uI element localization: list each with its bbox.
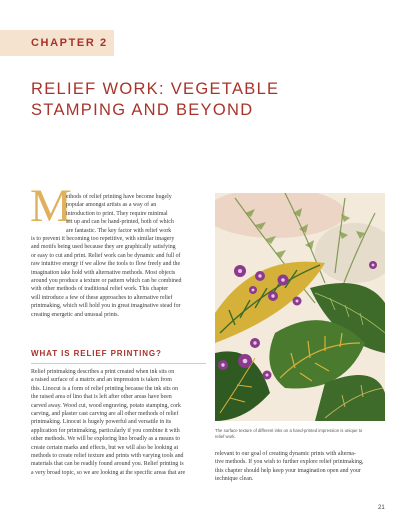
section-line: materials that can be readily found around you. Relief printing is	[31, 461, 184, 468]
intro-line: and motifs being used because they are graphically satisfying	[31, 244, 176, 251]
section-line: carved away. Wood cut, wood engraving, potato stamping, cork	[31, 402, 181, 409]
intro-line: popular amongst artists as a way of an	[66, 202, 157, 209]
caption-line-1: The surface texture of different inks on a hand-printed impression is unique to	[215, 428, 363, 433]
intro-line: creating energetic and unusual prints.	[31, 311, 120, 318]
title-line-2: STAMPING AND BEYOND	[31, 101, 254, 119]
figure-caption	[215, 428, 385, 440]
section-line: methods to create relief texture and prints with varying tools and	[31, 453, 184, 460]
intro-line: introduction to print. They require minimal	[66, 210, 168, 217]
section-line: other methods. We will be exploring lino broadly as a means to	[31, 436, 180, 443]
section-line: application for printmaking, particularly if you combine it with	[31, 427, 180, 434]
section-paragraph	[31, 368, 206, 477]
continued-paragraph	[215, 450, 387, 484]
relief-print-photo	[215, 193, 385, 421]
intro-line: around you produce a texture or pattern which can be combined	[31, 278, 182, 285]
section-line: this. Linocut is a form of relief printing because the ink sits on	[31, 385, 179, 392]
continued-line: technique clean.	[215, 476, 254, 483]
intro-line: is to prevent it becoming too repetitive, with similar imagery	[31, 236, 175, 243]
intro-line: or easy to cut and print. Relief work can be dynamic and full of	[31, 252, 181, 259]
chapter-label: CHAPTER 2	[31, 37, 108, 49]
section-line: create certain marks and effects, but we will also be looking at	[31, 444, 179, 451]
section-line: carving, and plaster cast carving are all other methods of relief	[31, 411, 179, 418]
section-heading: WHAT IS RELIEF PRINTING?	[31, 349, 162, 358]
intro-line: imagination take hold with alternative methods. Most objects	[31, 269, 176, 276]
intro-paragraph	[31, 193, 206, 319]
intro-line: raw intuitive energy if we allow the tools to flow freely and the	[31, 261, 181, 268]
intro-line: will introduce a few of these approaches to alternative relief	[31, 294, 173, 301]
page-title	[31, 79, 331, 121]
intro-line: are fantastic. The key factor with relief work	[66, 227, 172, 234]
section-line: a raised surface of a matrix and an impression is taken from	[31, 377, 172, 384]
section-line: printmaking. Linocut is hugely powerful and versatile in its	[31, 419, 172, 426]
title-line-1: RELIEF WORK: VEGETABLE	[31, 80, 280, 98]
section-rule	[31, 363, 206, 364]
intro-line: ethods of relief printing have become hugely	[66, 194, 172, 200]
continued-line: tive methods. If you wish to further explore relief printmaking,	[215, 459, 364, 466]
intro-line: with other methods of traditional relief work. This chapter	[31, 286, 169, 293]
intro-line: printmaking, which will hold you in great imaginative stead for	[31, 303, 181, 310]
caption-line-2: relief work.	[215, 434, 236, 439]
continued-line: this chapter should help keep your imagination open and your	[215, 467, 361, 474]
page-number: 21	[378, 505, 385, 511]
intro-line: set up and can be hand-printed, both of which	[66, 219, 174, 226]
section-line: Relief printmaking describes a print created when ink sits on	[31, 369, 175, 375]
section-line: the raised area of lino that is left after other areas have been	[31, 394, 172, 401]
drop-cap: M	[30, 180, 72, 232]
section-line: a very broad topic, so we are looking at the specific areas that are	[31, 469, 186, 476]
continued-line: relevant to our goal of creating dynamic prints with alterna-	[215, 451, 356, 457]
